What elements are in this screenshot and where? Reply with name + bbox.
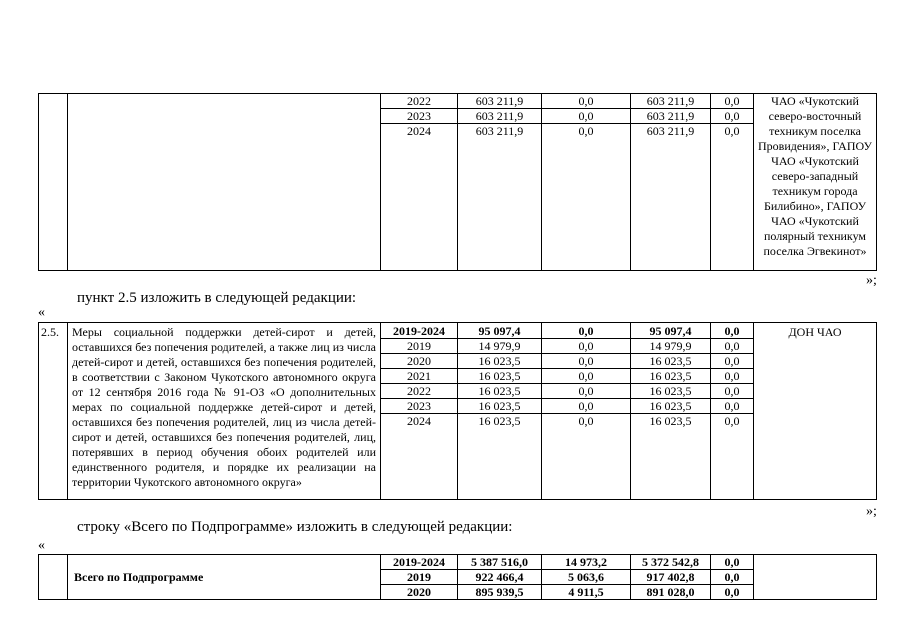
table3-total-value: 922 466,4: [458, 570, 541, 585]
table1-year: 2024: [407, 124, 431, 138]
table2-year: 2019: [381, 339, 457, 354]
table3-federal-cell: [542, 555, 631, 600]
table2-total-value: 16 023,5: [458, 399, 541, 414]
table3-total-value: 895 939,5: [475, 585, 524, 599]
table1-other-cell: [711, 94, 754, 271]
table3-year: 2019-2024: [381, 555, 457, 570]
table2-federal-value: 0,0: [542, 369, 630, 384]
table2-other-value: 0,0: [711, 384, 753, 399]
table2-year: 2019-2024: [381, 323, 457, 339]
open-quote-2: «: [38, 538, 45, 553]
table3-federal-value: 5 063,6: [542, 570, 630, 585]
table2-regional-value: 16 023,5: [649, 414, 692, 428]
table2-other-value: 0,0: [711, 399, 753, 414]
table3-regional-value: 5 372 542,8: [631, 555, 710, 570]
table2-federal-value: 0,0: [542, 339, 630, 354]
table3-total-cell: [458, 555, 542, 600]
table2-total-value: 16 023,5: [458, 369, 541, 384]
table3-years-cell: [381, 555, 458, 600]
table3-other-value: 0,0: [724, 585, 740, 599]
table2-total-value: 14 979,9: [458, 339, 541, 354]
table2-year: 2021: [381, 369, 457, 384]
close-quote-2: »;: [866, 504, 877, 519]
table3-num-cell: [39, 555, 68, 600]
table2-regional-value: 16 023,5: [631, 399, 710, 414]
table2-other-value: 0,0: [711, 369, 753, 384]
table2-year: 2024: [407, 414, 431, 428]
table3-executor-cell: [754, 555, 877, 600]
table2-total-value: 16 023,5: [458, 354, 541, 369]
paragraph-1: пункт 2.5 изложить в следующей редакции:: [77, 290, 357, 306]
table1-federal-value: 0,0: [542, 94, 630, 109]
table1-total-value: 603 211,9: [458, 94, 541, 109]
table1-year: 2022: [381, 94, 457, 109]
table3-year: 2019: [381, 570, 457, 585]
close-quote-1: »;: [866, 273, 877, 288]
table1-total-value: 603 211,9: [458, 109, 541, 124]
table-item-2-5: [38, 322, 877, 500]
open-quote-1: «: [38, 305, 45, 320]
table1-other-value: 0,0: [711, 109, 753, 124]
table2-other-value: 0,0: [711, 339, 753, 354]
table2-total-value: 95 097,4: [458, 323, 541, 339]
table1-federal-value: 0,0: [578, 124, 594, 138]
table-continuation: [38, 93, 877, 271]
table2-federal-value: 0,0: [578, 414, 594, 428]
table3-regional-cell: [631, 555, 711, 600]
table2-federal-value: 0,0: [542, 399, 630, 414]
table1-regional-value: 603 211,9: [631, 94, 710, 109]
table1-executor-cell: ЧАО «Чукотский северо-восточный техникум поселка Провидения», ГАПОУ ЧАО «Чукотский северо-западный техникум города Билибино», ГАПОУ ЧАО «Чукотский полярный техникум поселка Эгвекинот»: [754, 94, 877, 271]
table1-regional-cell: [631, 94, 711, 271]
table2-total-value: 16 023,5: [478, 414, 521, 428]
table3-federal-value: 4 911,5: [568, 585, 604, 599]
table2-regional-value: 16 023,5: [631, 384, 710, 399]
table3-regional-value: 891 028,0: [646, 585, 695, 599]
table2-executor-cell: ДОН ЧАО: [754, 323, 877, 500]
table1-federal-value: 0,0: [542, 109, 630, 124]
table1-other-value: 0,0: [724, 124, 740, 138]
table2-federal-value: 0,0: [542, 384, 630, 399]
table3-year: 2020: [407, 585, 431, 599]
table1-total-cell: [458, 94, 542, 271]
table3-regional-value: 917 402,8: [631, 570, 710, 585]
table2-regional-cell: [631, 323, 711, 500]
table1-regional-value: 603 211,9: [646, 124, 695, 138]
paragraph-2: строку «Всего по Подпрограмме» изложить в следующей редакции:: [77, 519, 513, 535]
table2-years-cell: [381, 323, 458, 500]
table2-other-value: 0,0: [724, 414, 740, 428]
table3-other-value: 0,0: [711, 570, 753, 585]
table1-federal-cell: [542, 94, 631, 271]
table2-regional-value: 16 023,5: [631, 354, 710, 369]
table2-other-value: 0,0: [711, 354, 753, 369]
table2-year: 2023: [381, 399, 457, 414]
table-subprogram-total: [38, 554, 877, 600]
table2-year: 2020: [381, 354, 457, 369]
table2-num-cell: 2.5.: [39, 323, 68, 500]
table3-label-cell: Всего по Подпрограмме: [68, 555, 381, 600]
table1-regional-value: 603 211,9: [631, 109, 710, 124]
table2-regional-value: 14 979,9: [631, 339, 710, 354]
table1-other-value: 0,0: [711, 94, 753, 109]
table3-other-cell: [711, 555, 754, 600]
table2-year: 2022: [381, 384, 457, 399]
table2-total-cell: [458, 323, 542, 500]
table2-total-value: 16 023,5: [458, 384, 541, 399]
table1-total-value: 603 211,9: [475, 124, 524, 138]
table2-federal-value: 0,0: [542, 354, 630, 369]
table2-description-cell: Меры социальной поддержки детей-сирот и детей, оставшихся без попечения родителей, а также лиц из числа детей-сирот и детей, оставшихся без попечения родителей, в соответствии с Законом Чукотского автономного округа от 12 сентября 2016 года № 91-ОЗ «О дополнительных мерах по социальной поддержке детей-сирот и детей, оставшихся без попечения родителей, лиц из числа детей-сирот и детей, оставшихся без попечения родителей, лиц, потерявших в период обучения обоих родителей или единственного родителя, и порядке их реализации на территории Чукотского автономного округа»: [68, 323, 381, 500]
table2-other-cell: [711, 323, 754, 500]
table3-total-value: 5 387 516,0: [458, 555, 541, 570]
table2-federal-cell: [542, 323, 631, 500]
table2-other-value: 0,0: [711, 323, 753, 339]
table3-other-value: 0,0: [711, 555, 753, 570]
table2-federal-value: 0,0: [542, 323, 630, 339]
table1-years-cell: [381, 94, 458, 271]
table1-year: 2023: [381, 109, 457, 124]
table3-federal-value: 14 973,2: [542, 555, 630, 570]
table1-num-cell: [39, 94, 68, 271]
table1-description-cell: [68, 94, 381, 271]
table2-regional-value: 95 097,4: [631, 323, 710, 339]
table2-regional-value: 16 023,5: [631, 369, 710, 384]
